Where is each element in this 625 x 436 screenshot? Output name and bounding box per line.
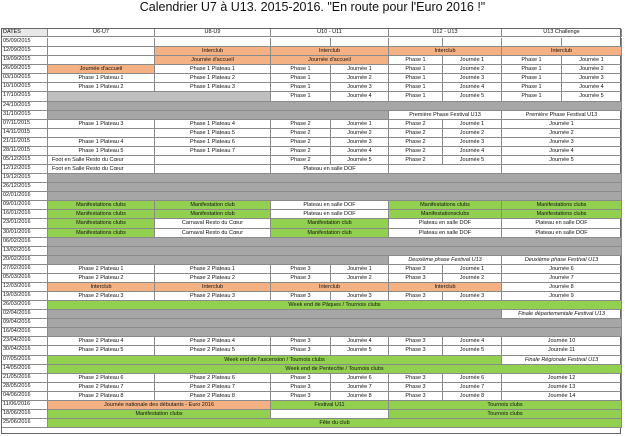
schedule-cell: Phase 3 bbox=[389, 274, 443, 283]
schedule-cell: Phase 2 Plateau 1 bbox=[48, 265, 155, 274]
schedule-cell: Journée 4 bbox=[443, 147, 502, 156]
schedule-cell: Journée 4 bbox=[331, 147, 389, 156]
table-row bbox=[2, 328, 622, 337]
schedule-cell: Journée 5 bbox=[443, 92, 502, 101]
schedule-cell: Journée 1 bbox=[443, 265, 502, 274]
schedule-cell: Journée 2 bbox=[562, 65, 622, 74]
table-row bbox=[2, 74, 622, 83]
date-cell: 16/04/2016 bbox=[2, 328, 48, 337]
schedule-cell: Phase 3 bbox=[271, 383, 331, 392]
schedule-cell: Phase 1 Plateau 2 bbox=[155, 74, 271, 83]
schedule-cell: Journée 2 bbox=[443, 65, 502, 74]
schedule-cell: Week end de Pâques / Tournois clubs bbox=[48, 301, 622, 310]
schedule-cell: Journée 7 bbox=[331, 383, 389, 392]
schedule-cell: Phase 2 Plateau 3 bbox=[155, 292, 271, 301]
schedule-cell: Journée 1 bbox=[443, 56, 502, 65]
table-row bbox=[2, 83, 622, 92]
schedule-cell: Journée 5 bbox=[331, 346, 389, 355]
schedule-cell: Phase 1 bbox=[389, 56, 443, 65]
blank-cell bbox=[48, 111, 389, 120]
date-cell: 26/09/2015 bbox=[2, 65, 48, 74]
schedule-cell: Journée 11 bbox=[502, 346, 622, 355]
schedule-cell: Phase 3 bbox=[389, 346, 443, 355]
schedule-cell: Journée d'accueil bbox=[48, 65, 155, 74]
schedule-cell: Phase 3 bbox=[271, 292, 331, 301]
date-cell: 30/04/2016 bbox=[2, 346, 48, 355]
table-row bbox=[2, 147, 622, 156]
schedule-cell: Interclub bbox=[271, 47, 389, 56]
schedule-cell: Journée 7 bbox=[502, 274, 622, 283]
schedule-cell: Foot en Salle Resto du Cœur bbox=[48, 156, 155, 165]
schedule-cell: Deuxième phase Festival U13 bbox=[502, 256, 622, 265]
date-cell: 10/10/2015 bbox=[2, 83, 48, 92]
schedule-cell: Manifestations clubs bbox=[502, 210, 622, 219]
table-row bbox=[2, 346, 622, 355]
schedule-cell: Journée 1 bbox=[443, 120, 502, 129]
date-cell: 18/06/2016 bbox=[2, 410, 48, 419]
date-cell: 19/09/2015 bbox=[2, 56, 48, 65]
date-cell: 12/09/2015 bbox=[2, 47, 48, 56]
empty-cell bbox=[562, 38, 622, 47]
schedule-cell: Phase 3 bbox=[271, 374, 331, 383]
date-cell: 20/02/2016 bbox=[2, 256, 48, 265]
schedule-cell: Manifestations clubs bbox=[48, 201, 155, 210]
table-row bbox=[2, 283, 622, 292]
date-cell: 28/05/2016 bbox=[2, 383, 48, 392]
blank-cell bbox=[502, 165, 622, 174]
schedule-cell: Phase 1 bbox=[389, 74, 443, 83]
date-cell: 17/10/2015 bbox=[2, 92, 48, 101]
schedule-cell: Phase 1 Plateau 4 bbox=[155, 120, 271, 129]
schedule-cell: Phase 2 bbox=[271, 138, 331, 147]
schedule-cell: Plateau en salle DOF bbox=[389, 229, 502, 238]
date-cell: 23/01/2016 bbox=[2, 219, 48, 228]
schedule-cell: Journée 8 bbox=[331, 392, 389, 401]
schedule-cell: Phase 2 Plateau 8 bbox=[48, 392, 155, 401]
schedule-cell: Phase 2 Plateau 3 bbox=[48, 292, 155, 301]
schedule-cell: Phase 2 Plateau 5 bbox=[155, 346, 271, 355]
schedule-cell: Journée 14 bbox=[502, 392, 622, 401]
blank-cell bbox=[48, 238, 622, 247]
blank-cell bbox=[389, 165, 502, 174]
schedule-cell: Phase 1 Plateau 3 bbox=[48, 120, 155, 129]
schedule-cell: Journée 1 bbox=[502, 120, 622, 129]
date-cell: 05/03/2016 bbox=[2, 274, 48, 283]
table-row bbox=[2, 410, 622, 419]
date-cell: 26/12/2015 bbox=[2, 183, 48, 192]
schedule-cell: Journée 3 bbox=[502, 138, 622, 147]
schedule-cell: Journée 8 bbox=[443, 392, 502, 401]
schedule-cell: Plateau en salle DOF bbox=[502, 219, 622, 228]
schedule-cell: Manifestations clubs bbox=[48, 229, 155, 238]
schedule-cell: Journée d'accueil bbox=[155, 56, 271, 65]
date-cell: 21/05/2016 bbox=[2, 374, 48, 383]
blank-cell bbox=[48, 247, 622, 256]
date-cell: 05/12/2015 bbox=[2, 156, 48, 165]
date-cell: 07/05/2016 bbox=[2, 356, 48, 365]
schedule-cell: Journée 4 bbox=[331, 337, 389, 346]
table-row bbox=[2, 374, 622, 383]
date-cell: 27/02/2016 bbox=[2, 265, 48, 274]
schedule-cell: Week end de l'ascension / Tournois clubs bbox=[48, 356, 502, 365]
schedule-cell: Phase 2 bbox=[271, 129, 331, 138]
schedule-cell: Week end de Pentecôte / Tournois clubs bbox=[48, 365, 622, 374]
table-row bbox=[2, 111, 622, 120]
date-cell: 30/01/2016 bbox=[2, 229, 48, 238]
schedule-cell: Phase 2 bbox=[389, 129, 443, 138]
date-cell: 21/11/2015 bbox=[2, 138, 48, 147]
schedule-cell: Manifestations clubs bbox=[389, 201, 502, 210]
blank-cell bbox=[48, 310, 502, 319]
schedule-cell: Journée 12 bbox=[502, 374, 622, 383]
schedule-cell: Manifestation club bbox=[155, 201, 271, 210]
date-cell: 25/06/2016 bbox=[2, 419, 48, 428]
schedule-cell: Phase 2 Plateau 6 bbox=[155, 374, 271, 383]
schedule-cell: Manifestations clubs bbox=[48, 219, 155, 228]
schedule-cell: Manifestation club bbox=[271, 219, 389, 228]
table-row bbox=[2, 419, 622, 428]
schedule-cell: Interclub bbox=[502, 47, 622, 56]
blank-cell bbox=[48, 183, 622, 192]
schedule-cell: Phase 1 bbox=[502, 74, 562, 83]
schedule-cell: Plateau en salle DOF bbox=[271, 210, 389, 219]
table-row bbox=[2, 356, 622, 365]
date-cell: 19/03/2016 bbox=[2, 292, 48, 301]
schedule-cell: Première Phase Festival U13 bbox=[502, 111, 622, 120]
table-row bbox=[2, 383, 622, 392]
schedule-cell: Journée 4 bbox=[502, 147, 622, 156]
schedule-cell: Phase 1 bbox=[502, 65, 562, 74]
table-row bbox=[2, 301, 622, 310]
header-u10-u11: U10 - U11 bbox=[271, 29, 389, 37]
schedule-cell: Journée 2 bbox=[443, 274, 502, 283]
schedule-cell: Phase 2 Plateau 8 bbox=[155, 392, 271, 401]
empty-cell bbox=[331, 38, 389, 47]
schedule-cell: Tournois clubs bbox=[389, 401, 622, 410]
schedule-cell: Journée 2 bbox=[331, 74, 389, 83]
table-row bbox=[2, 392, 622, 401]
schedule-cell: Phase 1 Plateau 3 bbox=[155, 83, 271, 92]
schedule-cell: Journée 1 bbox=[562, 56, 622, 65]
schedule-cell: Journée d'accueil bbox=[271, 56, 389, 65]
table-row bbox=[2, 256, 622, 265]
schedule-cell: Journée 1 bbox=[331, 65, 389, 74]
table-row bbox=[2, 138, 622, 147]
schedule-cell: Phase 3 bbox=[271, 346, 331, 355]
table-row bbox=[2, 165, 622, 174]
schedule-cell: Phase 1 bbox=[271, 74, 331, 83]
schedule-cell: Journée 10 bbox=[502, 337, 622, 346]
table-row bbox=[2, 365, 622, 374]
schedule-cell: Festival U11 bbox=[271, 401, 389, 410]
empty-cell bbox=[271, 38, 331, 47]
schedule-cell: Phase 1 bbox=[389, 83, 443, 92]
date-cell: 14/11/2015 bbox=[2, 129, 48, 138]
table-row bbox=[2, 183, 622, 192]
table-row bbox=[2, 38, 622, 47]
date-cell: 31/10/2015 bbox=[2, 111, 48, 120]
schedule-cell: Phase 1 Plateau 7 bbox=[155, 147, 271, 156]
schedule-cell: Phase 3 bbox=[271, 265, 331, 274]
date-cell: 23/04/2016 bbox=[2, 337, 48, 346]
schedule-cell: Journée 3 bbox=[443, 292, 502, 301]
blank-cell bbox=[48, 92, 271, 101]
empty-cell bbox=[48, 47, 155, 56]
schedule-cell: Phase 1 bbox=[389, 92, 443, 101]
schedule-cell: Phase 2 Plateau 5 bbox=[48, 346, 155, 355]
schedule-cell: Phase 2 Plateau 1 bbox=[155, 265, 271, 274]
schedule-cell: Journée 4 bbox=[562, 83, 622, 92]
schedule-cell: Journée 6 bbox=[331, 374, 389, 383]
schedule-cell: Phase 1 bbox=[502, 92, 562, 101]
schedule-cell: Journée 2 bbox=[331, 129, 389, 138]
schedule-cell: Phase 2 bbox=[389, 147, 443, 156]
schedule-cell: Manifestation club bbox=[155, 210, 271, 219]
schedule-cell: Phase 2 Plateau 2 bbox=[155, 274, 271, 283]
table-row bbox=[2, 156, 622, 165]
schedule-cell: Phase 2 bbox=[389, 120, 443, 129]
schedule-cell: Phase 3 bbox=[389, 383, 443, 392]
schedule-cell: Journée 5 bbox=[502, 156, 622, 165]
schedule-cell: Phase 1 Plateau 4 bbox=[48, 138, 155, 147]
date-cell: 13/02/2016 bbox=[2, 247, 48, 256]
blank-cell bbox=[48, 102, 622, 111]
date-cell: 12/12/2015 bbox=[2, 165, 48, 174]
schedule-cell: Journée 2 bbox=[443, 129, 502, 138]
schedule-cell: Phase 2 Plateau 2 bbox=[48, 274, 155, 283]
table-row bbox=[2, 292, 622, 301]
schedule-cell: Manifestations clubs bbox=[502, 201, 622, 210]
date-cell: 26/03/2016 bbox=[2, 301, 48, 310]
date-cell: 28/11/2015 bbox=[2, 147, 48, 156]
header-u8-u9: U8-U9 bbox=[155, 29, 271, 37]
date-cell: 19/12/2015 bbox=[2, 174, 48, 183]
schedule-cell: Phase 1 Plateau 1 bbox=[155, 65, 271, 74]
schedule-cell: Journée 8 bbox=[502, 283, 622, 292]
schedule-cell: Phase 3 bbox=[271, 392, 331, 401]
table-row bbox=[2, 319, 622, 328]
schedule-cell: Journée 5 bbox=[443, 156, 502, 165]
schedule-cell: Carnaval Resto du Cœur bbox=[155, 229, 271, 238]
table-row bbox=[2, 265, 622, 274]
schedule-cell: Interclub bbox=[389, 283, 502, 292]
table-row bbox=[2, 174, 622, 183]
schedule-cell: Journée 2 bbox=[331, 274, 389, 283]
date-cell: 16/01/2016 bbox=[2, 210, 48, 219]
schedule-cell: Phase 3 bbox=[389, 392, 443, 401]
schedule-cell: Interclub bbox=[155, 47, 271, 56]
header-u13-challenge: U13 Challenge bbox=[502, 29, 622, 37]
schedule-cell: Phase 2 Plateau 4 bbox=[48, 337, 155, 346]
empty-cell bbox=[155, 38, 271, 47]
date-cell: 03/10/2015 bbox=[2, 74, 48, 83]
blank-cell bbox=[48, 328, 622, 337]
schedule-cell: Phase 2 Plateau 7 bbox=[155, 383, 271, 392]
empty-cell bbox=[389, 38, 443, 47]
schedule-cell: Manifestation clubs bbox=[48, 410, 271, 419]
empty-cell bbox=[48, 38, 155, 47]
header-dates: DATES bbox=[2, 29, 48, 37]
table-row bbox=[2, 120, 622, 129]
schedule-cell: Phase 3 bbox=[271, 337, 331, 346]
table-row bbox=[2, 401, 622, 410]
schedule-cell: Plateau en salle DOF bbox=[271, 165, 389, 174]
schedule-cell: Journée 5 bbox=[443, 346, 502, 355]
schedule-cell: Journée 4 bbox=[331, 92, 389, 101]
empty-cell bbox=[48, 56, 155, 65]
table-row bbox=[2, 102, 622, 111]
table-row bbox=[2, 210, 622, 219]
schedule-cell: Manifestations clubs bbox=[48, 210, 155, 219]
blank-cell bbox=[48, 256, 389, 265]
blank-cell bbox=[48, 174, 622, 183]
schedule-cell: Phase 3 bbox=[389, 292, 443, 301]
date-cell: 09/04/2016 bbox=[2, 319, 48, 328]
schedule-cell: Phase 3 bbox=[271, 274, 331, 283]
schedule-cell: Interclub bbox=[48, 283, 155, 292]
schedule-cell: Journée 3 bbox=[331, 138, 389, 147]
schedule-cell: Deuxième phase Festival U13 bbox=[389, 256, 502, 265]
schedule-cell: Interclub bbox=[155, 283, 271, 292]
date-cell: 09/01/2016 bbox=[2, 201, 48, 210]
schedule-cell: Plateau en salle DOF bbox=[502, 229, 622, 238]
date-cell: 24/10/2015 bbox=[2, 102, 48, 111]
schedule-cell: Journée 6 bbox=[443, 374, 502, 383]
schedule-cell: Journée 2 bbox=[502, 129, 622, 138]
blank-cell bbox=[48, 319, 622, 328]
schedule-cell: Journée 13 bbox=[502, 383, 622, 392]
date-cell: 06/02/2016 bbox=[2, 238, 48, 247]
table-row bbox=[2, 310, 622, 319]
blank-cell bbox=[155, 165, 271, 174]
date-cell: 11/06/2016 bbox=[2, 401, 48, 410]
schedule-cell: Phase 2 bbox=[271, 120, 331, 129]
schedule-cell: Phase 2 bbox=[271, 147, 331, 156]
schedule-cell: Phase 1 Plateau 2 bbox=[48, 83, 155, 92]
schedule-cell: Phase 1 bbox=[389, 65, 443, 74]
schedule-cell: Journée 5 bbox=[331, 156, 389, 165]
schedule-cell: Interclub bbox=[389, 47, 502, 56]
schedule-cell: Finale départementale Festival U13 bbox=[502, 310, 622, 319]
date-cell: 14/05/2016 bbox=[2, 365, 48, 374]
schedule-cell: Journée nationale des débutants - Euro 2016 bbox=[48, 401, 271, 410]
table-row bbox=[2, 274, 622, 283]
table-row bbox=[2, 201, 622, 210]
table-row bbox=[2, 238, 622, 247]
schedule-cell: Première Phase Festival U13 bbox=[389, 111, 502, 120]
schedule-cell: Phase 3 bbox=[389, 374, 443, 383]
empty-cell bbox=[443, 38, 502, 47]
schedule-cell: Carnaval Resto du Cœur bbox=[155, 219, 271, 228]
schedule-cell: Phase 1 bbox=[502, 83, 562, 92]
schedule-cell: Phase 1 bbox=[502, 56, 562, 65]
table-row bbox=[2, 229, 622, 238]
table-row bbox=[2, 247, 622, 256]
blank-cell bbox=[48, 129, 155, 138]
schedule-cell: Journée 9 bbox=[502, 292, 622, 301]
header-u12-u13: U12 - U13 bbox=[389, 29, 502, 37]
schedule-cell: Journée 3 bbox=[443, 74, 502, 83]
schedule-cell: Journée 7 bbox=[443, 383, 502, 392]
schedule-cell: Journée 4 bbox=[443, 337, 502, 346]
date-cell: 04/06/2016 bbox=[2, 392, 48, 401]
blank-cell bbox=[48, 192, 622, 201]
table-row bbox=[2, 192, 622, 201]
schedule-cell: Finale Régionale Festival U13 bbox=[502, 356, 622, 365]
table-row bbox=[2, 47, 622, 56]
schedule-cell: Journée 3 bbox=[443, 138, 502, 147]
table-row bbox=[2, 129, 622, 138]
schedule-cell: Journée 4 bbox=[443, 83, 502, 92]
blank-cell bbox=[155, 156, 271, 165]
table-row bbox=[2, 56, 622, 65]
schedule-cell: Phase 3 bbox=[389, 265, 443, 274]
date-cell: 05/09/2015 bbox=[2, 38, 48, 47]
date-cell: 02/01/2016 bbox=[2, 192, 48, 201]
date-cell: 02/04/2016 bbox=[2, 310, 48, 319]
schedule-cell: Phase 1 bbox=[271, 83, 331, 92]
schedule-cell: Phase 2 Plateau 4 bbox=[155, 337, 271, 346]
calendar-table bbox=[1, 28, 621, 434]
schedule-cell: Phase 2 Plateau 7 bbox=[48, 383, 155, 392]
empty-cell bbox=[502, 38, 562, 47]
schedule-cell: Journée 1 bbox=[331, 120, 389, 129]
date-cell: 12/03/2016 bbox=[2, 283, 48, 292]
schedule-cell: Phase 2 bbox=[389, 156, 443, 165]
table-row bbox=[2, 65, 622, 74]
schedule-cell: Interclub bbox=[271, 283, 389, 292]
schedule-cell: Manifestationsclubs bbox=[389, 210, 502, 219]
schedule-cell: Manifestation club bbox=[271, 229, 389, 238]
schedule-cell: Phase 1 Plateau 5 bbox=[155, 129, 271, 138]
table-row bbox=[2, 92, 622, 101]
schedule-cell: Plateau en salle DOF bbox=[271, 201, 389, 210]
page-title: Calendrier U7 à U13. 2015-2016. "En route pour l'Euro 2016 !" bbox=[139, 0, 486, 14]
table-row bbox=[2, 337, 622, 346]
schedule-cell: Phase 1 Plateau 6 bbox=[155, 138, 271, 147]
date-cell: 07/11/2015 bbox=[2, 120, 48, 129]
schedule-cell: Journée 3 bbox=[562, 74, 622, 83]
blank-cell bbox=[271, 410, 389, 419]
schedule-cell: Phase 1 bbox=[271, 65, 331, 74]
schedule-cell: Phase 1 bbox=[271, 92, 331, 101]
schedule-cell: Journée 1 bbox=[331, 265, 389, 274]
header-u6-u7: U6-U7 bbox=[48, 29, 155, 37]
table-row bbox=[2, 219, 622, 228]
schedule-cell: Phase 1 Plateau 5 bbox=[48, 147, 155, 156]
schedule-cell: Journée 3 bbox=[331, 83, 389, 92]
schedule-cell: Phase 2 Plateau 6 bbox=[48, 374, 155, 383]
schedule-cell: Phase 2 bbox=[389, 138, 443, 147]
schedule-cell: Phase 1 Plateau 1 bbox=[48, 74, 155, 83]
schedule-cell: Tournois clubs bbox=[389, 410, 622, 419]
schedule-cell: Plateau en salle DOF bbox=[389, 219, 502, 228]
schedule-cell: Phase 3 bbox=[389, 337, 443, 346]
schedule-cell: Fête du club bbox=[48, 419, 622, 428]
schedule-cell: Journée 3 bbox=[331, 292, 389, 301]
schedule-cell: Journée 6 bbox=[502, 265, 622, 274]
schedule-cell: Phase 2 bbox=[271, 156, 331, 165]
schedule-cell: Foot en Salle Resto du Cœur bbox=[48, 165, 155, 174]
schedule-cell: Journée 5 bbox=[562, 92, 622, 101]
